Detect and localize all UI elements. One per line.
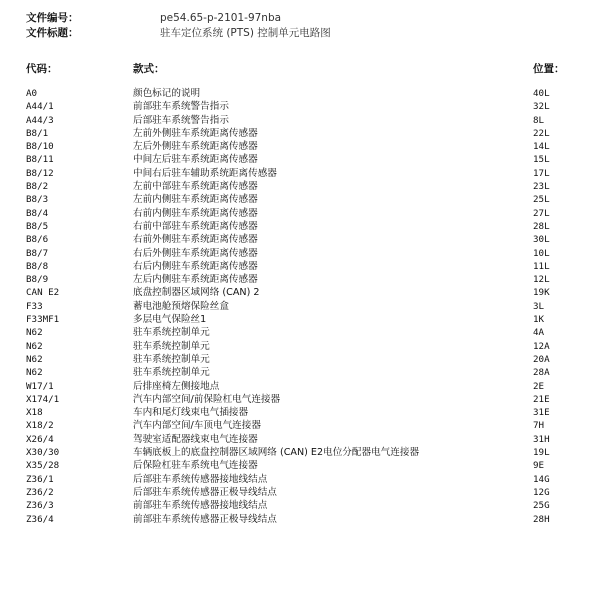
component-position: 1K bbox=[533, 314, 545, 326]
component-description: 后部驻车系统警告指示 bbox=[133, 114, 229, 126]
component-code: X30/30 bbox=[26, 447, 60, 459]
component-code: B8/3 bbox=[26, 194, 49, 206]
component-description: 右前内侧驻车系统距离传感器 bbox=[133, 207, 258, 219]
table-row bbox=[0, 486, 607, 499]
component-position: 30L bbox=[533, 234, 550, 246]
component-position: 12A bbox=[533, 340, 550, 352]
component-code: B8/6 bbox=[26, 234, 49, 246]
table-row bbox=[0, 273, 607, 286]
component-code: B8/11 bbox=[26, 154, 54, 166]
doc-title-label: 文件标题： bbox=[26, 27, 79, 39]
component-code: N62 bbox=[26, 367, 43, 379]
table-row bbox=[0, 446, 607, 459]
table-row bbox=[0, 114, 607, 127]
table-row bbox=[0, 313, 607, 326]
component-position: 17L bbox=[533, 167, 550, 179]
component-position: 31H bbox=[533, 433, 550, 445]
component-description: 前部驻车系统传感器正极导线结点 bbox=[133, 513, 277, 525]
component-description: 右后内侧驻车系统距离传感器 bbox=[133, 260, 258, 272]
code-column-header: 代码： bbox=[26, 63, 58, 75]
table-row bbox=[0, 393, 607, 406]
component-code: Z36/3 bbox=[26, 500, 54, 512]
component-position: 28A bbox=[533, 367, 550, 379]
component-code: A44/3 bbox=[26, 114, 54, 126]
component-description: 汽车内部空间/前保险杠电气连接器 bbox=[133, 393, 281, 405]
component-position: 25G bbox=[533, 500, 550, 512]
component-position: 31E bbox=[533, 407, 550, 419]
table-row bbox=[0, 127, 607, 140]
component-position: 4A bbox=[533, 327, 545, 339]
component-code: B8/1 bbox=[26, 127, 49, 139]
component-description: 右前中部驻车系统距离传感器 bbox=[133, 220, 258, 232]
component-description: 汽车内部空间/车顶电气连接器 bbox=[133, 420, 261, 432]
component-code: B8/8 bbox=[26, 260, 49, 272]
table-row bbox=[0, 207, 607, 220]
table-row bbox=[0, 499, 607, 512]
component-description: 前部驻车系统警告指示 bbox=[133, 101, 229, 113]
table-row bbox=[0, 459, 607, 472]
component-description: 驻车系统控制单元 bbox=[133, 327, 210, 339]
table-row bbox=[0, 233, 607, 246]
component-description: 左后内侧驻车系统距离传感器 bbox=[133, 274, 258, 286]
table-row bbox=[0, 167, 607, 180]
component-table bbox=[0, 87, 607, 526]
table-row bbox=[0, 380, 607, 393]
component-position: 3L bbox=[533, 300, 545, 312]
component-position: 2E bbox=[533, 380, 545, 392]
table-row bbox=[0, 300, 607, 313]
table-row bbox=[0, 260, 607, 273]
component-description: 蓄电池舱预熔保险丝盒 bbox=[133, 300, 229, 312]
component-description: 左前外侧驻车系统距离传感器 bbox=[133, 127, 258, 139]
component-description: 左后外侧驻车系统距离传感器 bbox=[133, 141, 258, 153]
component-position: 7H bbox=[533, 420, 545, 432]
component-position: 8L bbox=[533, 114, 545, 126]
table-row bbox=[0, 419, 607, 432]
component-code: X18/2 bbox=[26, 420, 54, 432]
component-code: B8/5 bbox=[26, 220, 49, 232]
component-position: 14L bbox=[533, 141, 550, 153]
component-code: W17/1 bbox=[26, 380, 54, 392]
component-description: 多层电气保险丝1 bbox=[133, 314, 207, 326]
table-row bbox=[0, 473, 607, 486]
doc-number-value: pe54.65-p-2101-97nba bbox=[160, 12, 282, 24]
table-row bbox=[0, 286, 607, 299]
component-code: B8/7 bbox=[26, 247, 49, 259]
component-description: 驻车系统控制单元 bbox=[133, 340, 210, 352]
component-code: N62 bbox=[26, 340, 43, 352]
component-code: N62 bbox=[26, 353, 43, 365]
component-code: F33 bbox=[26, 300, 43, 312]
component-code: X18 bbox=[26, 407, 43, 419]
table-row bbox=[0, 326, 607, 339]
component-description: 驻车系统控制单元 bbox=[133, 353, 210, 365]
component-position: 9E bbox=[533, 460, 545, 472]
table-row bbox=[0, 220, 607, 233]
component-code: Z36/1 bbox=[26, 473, 54, 485]
table-row bbox=[0, 153, 607, 166]
table-row bbox=[0, 180, 607, 193]
component-position: 22L bbox=[533, 127, 550, 139]
component-code: F33MF1 bbox=[26, 314, 60, 326]
component-position: 20A bbox=[533, 353, 550, 365]
component-description: 左前内侧驻车系统距离传感器 bbox=[133, 194, 258, 206]
component-description: 中间右后驻车辅助系统距离传感器 bbox=[133, 167, 277, 179]
component-position: 40L bbox=[533, 88, 550, 99]
table-row bbox=[0, 340, 607, 353]
component-description: 驻车系统控制单元 bbox=[133, 367, 210, 379]
table-row bbox=[0, 433, 607, 446]
component-position: 28H bbox=[533, 513, 550, 525]
table-row bbox=[0, 353, 607, 366]
component-code: X26/4 bbox=[26, 433, 54, 445]
table-row bbox=[0, 100, 607, 113]
component-description: 左前中部驻车系统距离传感器 bbox=[133, 181, 258, 193]
component-position: 25L bbox=[533, 194, 550, 206]
component-position: 27L bbox=[533, 207, 550, 219]
component-description: 右后外侧驻车系统距离传感器 bbox=[133, 247, 258, 259]
table-row bbox=[0, 193, 607, 206]
component-position: 11L bbox=[533, 260, 550, 272]
component-description: 车辆底板上的底盘控制器区域网络 (CAN) E2电位分配器电气连接器 bbox=[133, 447, 420, 459]
component-code: Z36/4 bbox=[26, 513, 54, 525]
component-code: B8/4 bbox=[26, 207, 49, 219]
component-description: 后部驻车系统传感器接地线结点 bbox=[133, 473, 268, 485]
component-code: A0 bbox=[26, 88, 38, 99]
table-row bbox=[0, 247, 607, 260]
component-position: 28L bbox=[533, 220, 550, 232]
component-code: A44/1 bbox=[26, 101, 54, 113]
component-code: N62 bbox=[26, 327, 43, 339]
component-position: 19K bbox=[533, 287, 550, 299]
component-position: 14G bbox=[533, 473, 550, 485]
component-description: 后部驻车系统传感器正极导线结点 bbox=[133, 486, 277, 498]
doc-number-label: 文件编号： bbox=[26, 12, 79, 24]
component-description: 底盘控制器区域网络 (CAN) 2 bbox=[133, 287, 260, 299]
component-code: X174/1 bbox=[26, 393, 60, 405]
component-description: 后排座椅左侧接地点 bbox=[133, 380, 220, 392]
component-position: 15L bbox=[533, 154, 550, 166]
component-position: 12G bbox=[533, 486, 550, 498]
component-description: 中间左后驻车系统距离传感器 bbox=[133, 154, 258, 166]
component-position: 32L bbox=[533, 101, 550, 113]
component-code: B8/9 bbox=[26, 274, 49, 286]
description-column-header: 款式： bbox=[133, 63, 165, 75]
component-description: 颜色标记的说明 bbox=[133, 88, 201, 99]
component-code: B8/12 bbox=[26, 167, 54, 179]
component-position: 12L bbox=[533, 274, 550, 286]
component-code: Z36/2 bbox=[26, 486, 54, 498]
component-description: 右前外侧驻车系统距离传感器 bbox=[133, 234, 258, 246]
component-code: B8/10 bbox=[26, 141, 54, 153]
table-row bbox=[0, 140, 607, 153]
component-description: 车内和尾灯线束电气插接器 bbox=[133, 407, 249, 419]
table-row bbox=[0, 87, 607, 100]
component-description: 前部驻车系统传感器接地线结点 bbox=[133, 500, 268, 512]
doc-title-value: 驻车定位系统 (PTS) 控制单元电路图 bbox=[160, 27, 331, 39]
component-position: 10L bbox=[533, 247, 550, 259]
component-code: X35/28 bbox=[26, 460, 60, 472]
component-code: B8/2 bbox=[26, 181, 49, 193]
component-position: 21E bbox=[533, 393, 550, 405]
component-code: CAN E2 bbox=[26, 287, 60, 299]
component-position: 23L bbox=[533, 181, 550, 193]
table-row bbox=[0, 366, 607, 379]
component-description: 驾驶室适配器线束电气连接器 bbox=[133, 433, 258, 445]
table-row bbox=[0, 406, 607, 419]
component-position: 19L bbox=[533, 447, 550, 459]
table-row bbox=[0, 513, 607, 526]
component-description: 后保险杠驻车系统电气连接器 bbox=[133, 460, 258, 472]
position-column-header: 位置： bbox=[533, 63, 565, 75]
